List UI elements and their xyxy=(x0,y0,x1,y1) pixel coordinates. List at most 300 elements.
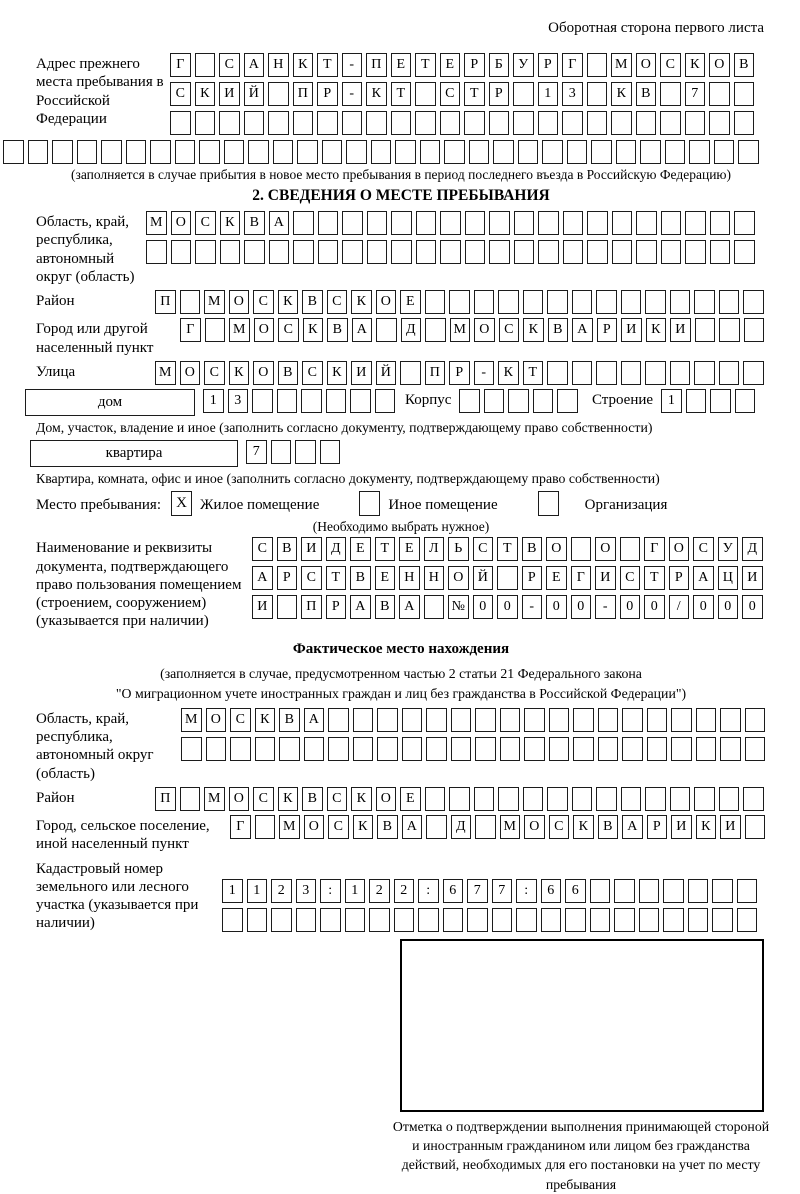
char-cell: 7 xyxy=(467,879,488,903)
char-cell xyxy=(538,111,559,135)
char-cell: И xyxy=(351,361,372,385)
char-cell xyxy=(549,708,570,732)
char-cell xyxy=(420,140,441,164)
char-cell xyxy=(244,240,265,264)
char-cell: К xyxy=(278,290,299,314)
char-cell xyxy=(533,389,554,413)
char-cell: С xyxy=(620,566,641,590)
char-cell: О xyxy=(376,787,397,811)
char-cell xyxy=(744,318,765,342)
char-cell xyxy=(320,908,341,932)
char-cell xyxy=(695,318,716,342)
char-cell xyxy=(590,879,611,903)
char-cell xyxy=(514,211,535,235)
char-cell xyxy=(524,708,545,732)
char-cell: О xyxy=(254,318,275,342)
char-cell xyxy=(146,240,167,264)
char-cell xyxy=(665,140,686,164)
char-cell xyxy=(645,290,666,314)
char-cell xyxy=(639,879,660,903)
house-note: Дом, участок, владение и иное (заполнить согласно документу, подтверждающему право собственности) xyxy=(36,419,653,435)
char-cell: М xyxy=(204,787,225,811)
char-cell: С xyxy=(549,815,570,839)
char-cell xyxy=(230,737,251,761)
char-cell: 2 xyxy=(394,879,415,903)
char-cell xyxy=(391,211,412,235)
char-cell xyxy=(415,111,436,135)
char-cell: Й xyxy=(473,566,494,590)
char-cell xyxy=(622,737,643,761)
actual-city-label: Город, сельское поселение, иной населенный пункт xyxy=(36,817,210,853)
char-cell xyxy=(587,240,608,264)
char-cell: В xyxy=(279,708,300,732)
char-cell: К xyxy=(353,815,374,839)
char-cell: 3 xyxy=(228,389,249,413)
char-cell: М xyxy=(450,318,471,342)
char-cell: И xyxy=(720,815,741,839)
prev-address-row-2 xyxy=(170,82,754,106)
char-cell xyxy=(317,111,338,135)
char-cell xyxy=(645,787,666,811)
char-cell xyxy=(199,140,220,164)
char-cell: Г xyxy=(562,53,583,77)
char-cell xyxy=(271,440,292,464)
char-cell xyxy=(549,737,570,761)
char-cell xyxy=(671,708,692,732)
char-cell xyxy=(489,211,510,235)
char-cell: Д xyxy=(401,318,422,342)
checkbox-other-premises[interactable] xyxy=(359,491,380,516)
char-cell xyxy=(346,140,367,164)
char-cell: 3 xyxy=(296,879,317,903)
organization-label: Организация xyxy=(584,496,668,513)
char-cell xyxy=(596,787,617,811)
char-cell xyxy=(371,140,392,164)
char-cell xyxy=(391,111,412,135)
actual-district-label: Район xyxy=(36,789,75,806)
char-cell xyxy=(573,737,594,761)
char-cell: 6 xyxy=(443,879,464,903)
char-cell: К xyxy=(255,708,276,732)
char-cell: Г xyxy=(170,53,191,77)
char-cell xyxy=(451,708,472,732)
char-cell xyxy=(710,211,731,235)
char-cell xyxy=(492,908,513,932)
char-cell xyxy=(391,240,412,264)
char-cell: П xyxy=(425,361,446,385)
stroenie-label: Строение xyxy=(591,391,654,408)
char-cell: 0 xyxy=(473,595,494,619)
char-cell xyxy=(661,211,682,235)
char-cell xyxy=(277,389,298,413)
char-cell xyxy=(195,111,216,135)
char-cell xyxy=(636,111,657,135)
char-cell xyxy=(320,440,341,464)
char-cell: О xyxy=(595,537,616,561)
char-cell xyxy=(353,708,374,732)
char-cell: С xyxy=(170,82,191,106)
char-cell xyxy=(350,389,371,413)
char-cell xyxy=(474,787,495,811)
char-cell: О xyxy=(376,290,397,314)
char-cell xyxy=(611,111,632,135)
document-label: Наименование и реквизиты документа, подтверждающего право пользования помещением (строением, сооружением) (указывается при наличии) xyxy=(36,540,242,630)
char-cell xyxy=(587,111,608,135)
char-cell: С xyxy=(204,361,225,385)
char-cell: С xyxy=(328,815,349,839)
char-cell xyxy=(712,879,733,903)
char-cell xyxy=(459,389,480,413)
char-cell xyxy=(195,53,216,77)
char-cell xyxy=(425,290,446,314)
char-cell: А xyxy=(693,566,714,590)
char-cell xyxy=(647,708,668,732)
char-cell xyxy=(538,240,559,264)
char-cell xyxy=(513,82,534,106)
char-cell: И xyxy=(742,566,763,590)
char-cell xyxy=(440,211,461,235)
char-cell xyxy=(719,787,740,811)
char-cell xyxy=(596,361,617,385)
char-cell xyxy=(500,737,521,761)
char-cell xyxy=(719,361,740,385)
char-cell: В xyxy=(548,318,569,342)
char-cell: В xyxy=(327,318,348,342)
char-cell: К xyxy=(293,53,314,77)
cadastral-row-1 xyxy=(222,879,757,903)
char-cell xyxy=(395,140,416,164)
region-grid xyxy=(146,211,755,264)
char-cell: 0 xyxy=(693,595,714,619)
char-cell: П xyxy=(155,290,176,314)
char-cell: О xyxy=(229,290,250,314)
char-cell xyxy=(686,389,707,413)
char-cell xyxy=(418,908,439,932)
char-cell xyxy=(737,879,758,903)
char-cell xyxy=(279,737,300,761)
char-cell: Т xyxy=(644,566,665,590)
char-cell xyxy=(415,82,436,106)
char-cell: В xyxy=(375,595,396,619)
char-cell xyxy=(449,787,470,811)
char-cell xyxy=(366,111,387,135)
korpus-label: Корпус xyxy=(405,391,452,408)
char-cell xyxy=(670,290,691,314)
street-block xyxy=(36,361,766,385)
char-cell: Б xyxy=(489,53,510,77)
char-cell xyxy=(614,879,635,903)
char-cell xyxy=(297,140,318,164)
char-cell xyxy=(273,140,294,164)
checkbox-organization[interactable] xyxy=(538,491,559,516)
char-cell xyxy=(523,290,544,314)
char-cell xyxy=(541,908,562,932)
char-cell xyxy=(547,787,568,811)
char-cell: С xyxy=(219,53,240,77)
char-cell: К xyxy=(303,318,324,342)
char-cell xyxy=(175,140,196,164)
char-cell xyxy=(598,737,619,761)
char-cell xyxy=(670,361,691,385)
char-cell: В xyxy=(350,566,371,590)
document-row-2 xyxy=(252,566,763,590)
residential-label: Жилое помещение xyxy=(200,496,320,513)
char-cell: А xyxy=(622,815,643,839)
char-cell: : xyxy=(320,879,341,903)
char-cell xyxy=(614,908,635,932)
char-cell: Р xyxy=(317,82,338,106)
char-cell xyxy=(720,708,741,732)
char-cell xyxy=(696,737,717,761)
char-cell: О xyxy=(180,361,201,385)
char-cell: Р xyxy=(326,595,347,619)
char-cell: 7 xyxy=(246,440,267,464)
char-cell xyxy=(743,290,764,314)
char-cell xyxy=(567,140,588,164)
char-cell xyxy=(661,240,682,264)
char-cell: Р xyxy=(449,361,470,385)
char-cell xyxy=(493,140,514,164)
char-cell xyxy=(621,787,642,811)
char-cell: К xyxy=(229,361,250,385)
char-cell xyxy=(719,318,740,342)
char-cell xyxy=(587,53,608,77)
char-cell xyxy=(255,737,276,761)
house-block xyxy=(36,389,766,416)
char-cell: 1 xyxy=(345,879,366,903)
char-cell xyxy=(612,211,633,235)
char-cell xyxy=(670,787,691,811)
confirmation-stamp-box xyxy=(400,939,764,1112)
char-cell: Й xyxy=(244,82,265,106)
prev-address-block xyxy=(36,53,766,135)
char-cell: - xyxy=(474,361,495,385)
char-cell: О xyxy=(636,53,657,77)
char-cell xyxy=(28,140,49,164)
char-cell xyxy=(712,908,733,932)
char-cell xyxy=(714,140,735,164)
char-cell xyxy=(205,318,226,342)
char-cell xyxy=(248,140,269,164)
actual-district-row xyxy=(155,787,764,811)
char-cell xyxy=(640,140,661,164)
char-cell: С xyxy=(660,53,681,77)
char-cell: И xyxy=(595,566,616,590)
actual-region-row-1 xyxy=(181,708,765,732)
char-cell: Т xyxy=(391,82,412,106)
char-cell xyxy=(268,82,289,106)
char-cell xyxy=(3,140,24,164)
char-cell: М xyxy=(146,211,167,235)
char-cell: С xyxy=(230,708,251,732)
char-cell xyxy=(622,708,643,732)
char-cell: К xyxy=(327,361,348,385)
char-cell: С xyxy=(302,361,323,385)
char-cell: Д xyxy=(742,537,763,561)
char-cell xyxy=(745,815,766,839)
actual-location-note-line1: (заполняется в случае, предусмотренном частью 2 статьи 21 Федерального закона xyxy=(160,665,642,681)
char-cell: - xyxy=(342,53,363,77)
char-cell: Н xyxy=(424,566,445,590)
char-cell: Н xyxy=(399,566,420,590)
char-cell xyxy=(170,111,191,135)
char-cell: К xyxy=(696,815,717,839)
page-side-note: Оборотная сторона первого листа xyxy=(548,20,764,36)
char-cell: К xyxy=(685,53,706,77)
char-cell xyxy=(426,737,447,761)
char-cell xyxy=(696,708,717,732)
char-cell: С xyxy=(278,318,299,342)
char-cell: И xyxy=(252,595,273,619)
char-cell xyxy=(598,708,619,732)
char-cell: И xyxy=(301,537,322,561)
char-cell: П xyxy=(155,787,176,811)
char-cell xyxy=(475,708,496,732)
stay-type-note: (Необходимо выбрать нужное) xyxy=(312,519,490,535)
char-cell xyxy=(694,361,715,385)
char-cell: А xyxy=(244,53,265,77)
char-cell xyxy=(416,240,437,264)
char-cell: С xyxy=(253,290,274,314)
char-cell: О xyxy=(448,566,469,590)
char-cell xyxy=(612,240,633,264)
char-cell xyxy=(571,537,592,561)
char-cell: С xyxy=(301,566,322,590)
char-cell: 2 xyxy=(271,879,292,903)
char-cell xyxy=(277,595,298,619)
char-cell: Р xyxy=(669,566,690,590)
char-cell: Г xyxy=(644,537,665,561)
char-cell xyxy=(451,737,472,761)
char-cell: 0 xyxy=(497,595,518,619)
char-cell xyxy=(475,815,496,839)
char-cell: Л xyxy=(424,537,445,561)
char-cell: О xyxy=(669,537,690,561)
char-cell: / xyxy=(669,595,690,619)
char-cell xyxy=(474,290,495,314)
char-cell: 0 xyxy=(644,595,665,619)
district-block xyxy=(36,290,766,314)
prev-address-row-4 xyxy=(3,140,766,164)
document-row-3 xyxy=(252,595,763,619)
char-cell xyxy=(220,240,241,264)
house-type-box: дом xyxy=(25,389,195,416)
char-cell xyxy=(440,240,461,264)
char-cell xyxy=(500,708,521,732)
char-cell: - xyxy=(522,595,543,619)
city-row xyxy=(180,318,764,342)
region-label: Область, край, республика, автономный округ (область) xyxy=(36,214,135,286)
actual-district-block xyxy=(36,787,766,811)
char-cell xyxy=(171,240,192,264)
char-cell: С xyxy=(499,318,520,342)
char-cell xyxy=(685,240,706,264)
char-cell xyxy=(304,737,325,761)
char-cell xyxy=(353,737,374,761)
prev-address-note: (заполняется в случае прибытия в новое место пребывания в период последнего въезда в Российскую Федерацию) xyxy=(70,167,732,182)
char-cell xyxy=(542,140,563,164)
section2-title: 2. СВЕДЕНИЯ О МЕСТЕ ПРЕБЫВАНИЯ xyxy=(252,187,550,205)
char-cell xyxy=(400,361,421,385)
char-cell xyxy=(591,140,612,164)
city-label: Город или другой населенный пункт xyxy=(36,321,154,356)
stay-type-label: Место пребывания: xyxy=(36,496,161,513)
char-cell xyxy=(734,111,755,135)
char-cell: А xyxy=(252,566,273,590)
char-cell xyxy=(402,708,423,732)
char-cell xyxy=(271,908,292,932)
char-cell: 1 xyxy=(222,879,243,903)
char-cell xyxy=(181,737,202,761)
char-cell xyxy=(498,787,519,811)
char-cell: М xyxy=(181,708,202,732)
char-cell xyxy=(367,211,388,235)
char-cell xyxy=(694,290,715,314)
apartment-block xyxy=(36,440,766,467)
char-cell: Е xyxy=(440,53,461,77)
char-cell xyxy=(688,908,709,932)
char-cell: К xyxy=(351,787,372,811)
actual-region-grid xyxy=(181,708,765,761)
char-cell: С xyxy=(327,787,348,811)
char-cell xyxy=(523,787,544,811)
char-cell xyxy=(587,211,608,235)
house-number-row xyxy=(203,389,395,413)
char-cell xyxy=(562,111,583,135)
char-cell xyxy=(497,566,518,590)
char-cell: О xyxy=(206,708,227,732)
char-cell: А xyxy=(269,211,290,235)
char-cell: : xyxy=(516,879,537,903)
checkbox-residential[interactable]: X xyxy=(171,491,192,516)
char-cell xyxy=(513,111,534,135)
char-cell xyxy=(268,111,289,135)
char-cell xyxy=(255,815,276,839)
char-cell xyxy=(449,290,470,314)
char-cell: К xyxy=(498,361,519,385)
char-cell: В xyxy=(302,787,323,811)
char-cell xyxy=(621,290,642,314)
char-cell: Г xyxy=(230,815,251,839)
char-cell: П xyxy=(301,595,322,619)
char-cell xyxy=(416,211,437,235)
document-grid xyxy=(252,537,763,619)
char-cell: К xyxy=(523,318,544,342)
char-cell xyxy=(660,82,681,106)
char-cell: Д xyxy=(451,815,472,839)
char-cell: Е xyxy=(391,53,412,77)
char-cell: В xyxy=(636,82,657,106)
char-cell xyxy=(269,240,290,264)
char-cell xyxy=(206,737,227,761)
char-cell xyxy=(375,389,396,413)
char-cell xyxy=(77,140,98,164)
char-cell: К xyxy=(611,82,632,106)
char-cell xyxy=(547,290,568,314)
char-cell xyxy=(719,290,740,314)
char-cell xyxy=(547,361,568,385)
char-cell: 0 xyxy=(620,595,641,619)
char-cell xyxy=(663,908,684,932)
char-cell xyxy=(734,240,755,264)
char-cell: М xyxy=(229,318,250,342)
char-cell: О xyxy=(524,815,545,839)
char-cell xyxy=(222,908,243,932)
char-cell: В xyxy=(377,815,398,839)
stay-type-block xyxy=(36,491,766,516)
char-cell xyxy=(244,111,265,135)
street-label: Улица xyxy=(36,363,76,380)
